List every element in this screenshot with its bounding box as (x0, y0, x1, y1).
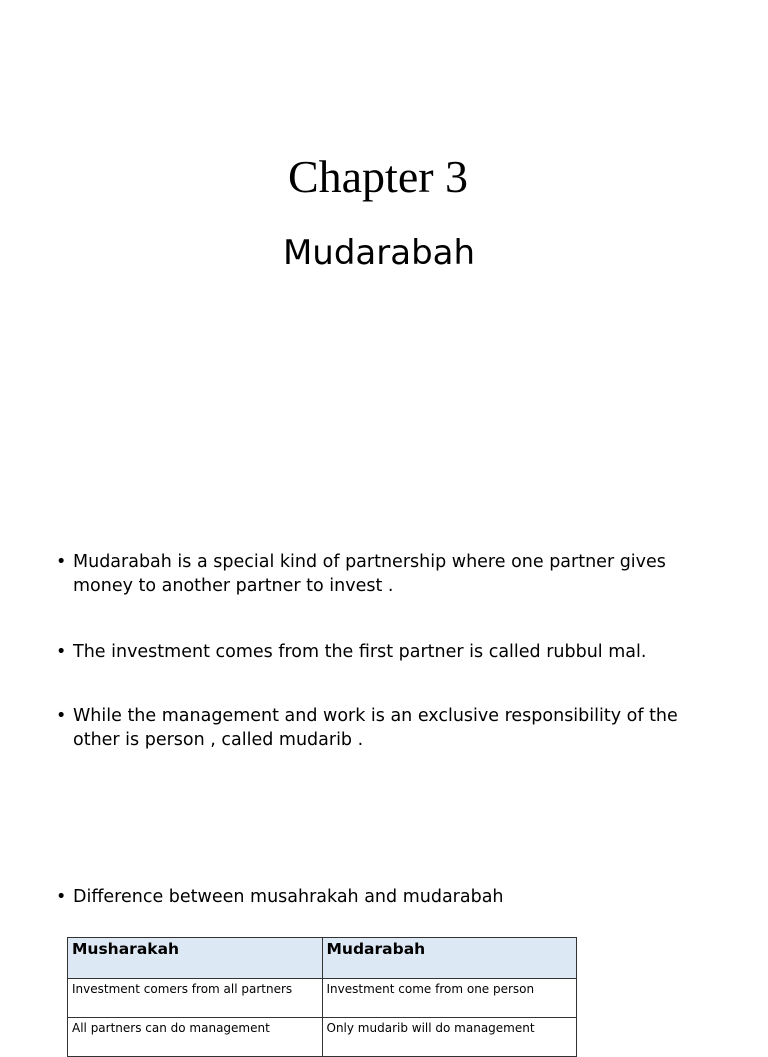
bullet-rubbul-mal: • The investment comes from the first partner is called rubbul mal. (56, 640, 646, 664)
table-header-row (68, 938, 577, 979)
table-cell: Only mudarib will do management (322, 1018, 577, 1057)
bullet-mudarib: • While the management and work is an exclusive responsibility of the other is person , called mudarib . (56, 704, 716, 752)
table-row (68, 1018, 577, 1057)
table-row (68, 979, 577, 1018)
header-mudarabah: Mudarabah (322, 938, 577, 979)
table-cell: Investment comers from all partners (68, 979, 323, 1018)
bullet-difference: • Difference between musahrakah and mudarabah (56, 885, 504, 909)
table-cell: All partners can do management (68, 1018, 323, 1057)
comparison-table (67, 937, 577, 1057)
chapter-subtitle: Mudarabah (282, 233, 476, 273)
title-slide (0, 0, 768, 512)
chapter-title: Chapter 3 (287, 151, 469, 202)
bullet-definition: • Mudarabah is a special kind of partnership where one partner gives money to another partner to invest . (56, 550, 716, 598)
content-slide (0, 512, 768, 1035)
table-cell: Investment come from one person (322, 979, 577, 1018)
header-musharakah: Musharakah (68, 938, 323, 979)
